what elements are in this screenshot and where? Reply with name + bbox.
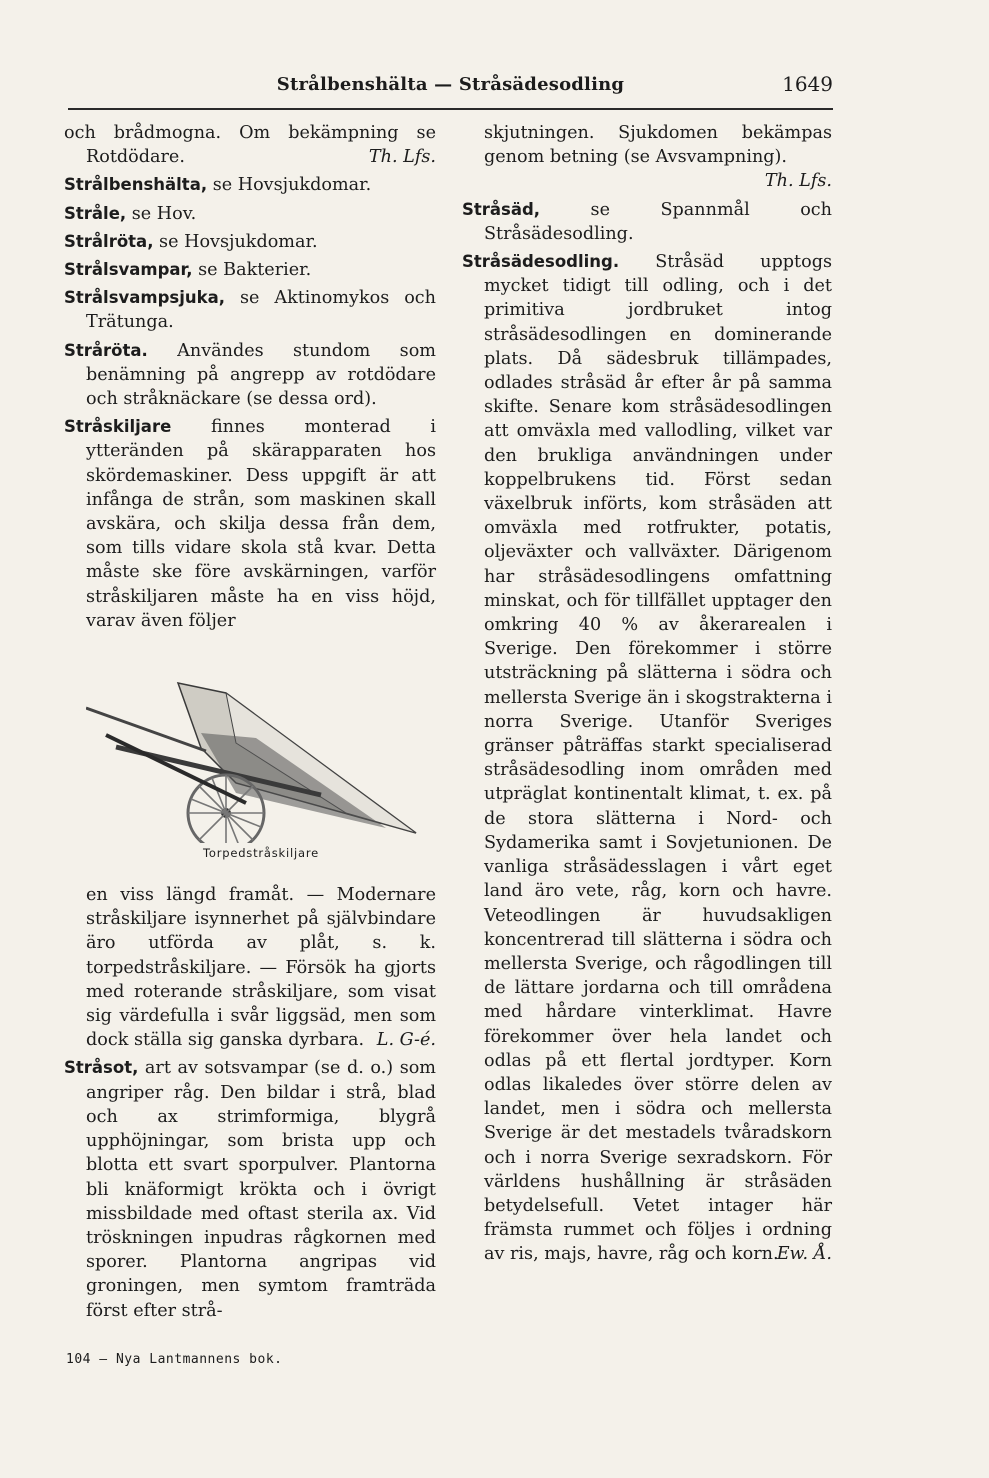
entry-stralrota xyxy=(64,230,436,254)
entry-text: finnes monterad i ytteränden på skärapparaten hos skördemaskiner. Dess uppgift är att infånga de strån, som maskinen skall avskära, och skilja dessa från dem, som tills vidare skola stå kvar. Detta måste ske före avskärningen, varför stråskiljaren måste ha en viss höjd, varav även följer xyxy=(86,417,436,631)
entry-term: Stråsädesodling. xyxy=(462,252,620,272)
straw-divider-illustration xyxy=(86,663,436,843)
right-column xyxy=(462,121,832,1271)
entry-text: Användes stundom som benämning på angrepp av rotdödare och stråknäckare (se dessa ord). xyxy=(86,340,436,410)
entry-text: Stråsäd upptogs mycket tidigt till odling, och i det primitiva jordbruket intog stråsädesodlingen en dominerande plats. Då sädesbruk tillämpades, odlades stråsäd år efter år på samma skifte. Senare kom stråsädesodlingen att omväxla med vallodling, vilket var den brukliga användningen under koppelbrukens tid. Först sedan växelbruk införts, kom stråsäden att omväxla med rotfrukter, potatis, oljeväxter och vallväxter. Därigenom har stråsädesodlingens omfattning minskat, och för tillfället upptager den omkring 40 % av åkerarealen i Sverige. Den förekommer i större utsträckning på slätterna i södra och mellersta Sverige än i skogstrakterna i norra Sverige. Utanför Sveriges gränser påträffas starkt specialiserad stråsädesodling inom områden med utpräglat kontinentalt klimat, t. ex. på de stora slätterna i Nord- och Sydamerika samt i Sovjetunionen. De vanliga stråsädesslagen i vårt eget land äro vete, råg, korn och havre. Veteodlingen är huvudsakligen koncentrerad till slätterna i södra och mellersta Sverige, och rågodlingen till de lättare jordarna och till områdena med hårdare vinterklimat. Havre förekommer över hela landet och odlas på ett flertal jordtyper. Korn odlas likaledes över större delen av landet, men i södra och mellersta Sverige är det mestadels tvåradskorn och i norra Sverige sexradskorn. För världens hushållning är stråsäden betydelsefull. Vetet intager här främsta rummet och följes i ordning av ris, majs, havre, råg och korn. xyxy=(484,252,832,1265)
page-number: 1649 xyxy=(782,72,833,96)
entry-text: art av sotsvampar (se d. o.) som angriper råg. Den bildar i strå, blad och ax strimformiga, blygrå upphöjningar, som brista upp och blotta ett svart sporpulver. Plantorna bli knäformigt krökta och i övrigt missbildade med oftast sterila ax. Vid tröskningen inpudras rågkornen med sporer. Plantorna angripas vid groningen, men symtom framträda först efter strå- xyxy=(86,1058,436,1321)
figure-caption: Torpedstråskiljare xyxy=(202,845,320,860)
entry-continuation xyxy=(64,121,436,169)
entry-term: Stråskiljare xyxy=(64,417,172,437)
entry-stralbenshalta xyxy=(64,173,436,197)
running-title: Strålbenshälta — Stråsädesodling xyxy=(276,74,625,95)
entry-strasot xyxy=(64,1056,436,1322)
entry-strale xyxy=(64,202,436,226)
entry-text: se Hov. xyxy=(126,203,197,224)
entry-text: skjutningen. Sjukdomen bekämpas genom betning (se Avsvampning). xyxy=(484,123,832,168)
entry-text: och brådmogna. Om bekämpning se Rotdödare. xyxy=(64,123,436,168)
entry-straskiljare-continued xyxy=(64,883,436,1052)
entry-stralsvampar xyxy=(64,258,436,282)
entry-term: Strålröta, xyxy=(64,231,154,251)
entry-text: se Hovsjukdomar. xyxy=(153,231,318,252)
entry-term: Stråsäd, xyxy=(462,199,541,219)
entry-strasadesodling xyxy=(462,250,832,1267)
entry-term: Stråle, xyxy=(64,203,127,223)
running-head xyxy=(68,72,833,102)
author-signature: Ew. Å. xyxy=(776,1244,832,1265)
entry-term: Stråsot, xyxy=(64,1058,139,1078)
entry-term: Strålsvampar, xyxy=(64,260,193,280)
entry-text: se Spannmål och Stråsädesodling. xyxy=(484,199,832,244)
entry-text: se Aktinomykos och Trätunga. xyxy=(86,288,436,333)
entry-strarota xyxy=(64,339,436,412)
author-signature: Th. Lfs. xyxy=(368,147,436,168)
printer-signature-line: 104 — Nya Lantmannens bok. xyxy=(66,1352,283,1367)
header-rule xyxy=(68,108,833,110)
entry-text: se Hovsjukdomar. xyxy=(207,175,372,196)
entry-strasot-continued xyxy=(462,121,832,194)
author-signature: L. G-é. xyxy=(376,1030,436,1051)
left-column xyxy=(64,121,436,1327)
entry-straskiljare xyxy=(64,415,436,633)
entry-text: en viss längd framåt. — Modernare stråskiljare isynnerhet på självbindare äro utförda av plåt, s. k. torpedstråskiljare. — Försök ha gjorts med roterande stråskiljare, som visat sig värdefulla i svår liggsäd, men som dock ställa sig ganska dyrbara. xyxy=(86,885,436,1051)
entry-stralsvampsjuka xyxy=(64,286,436,334)
torpedstraskiljare-figure xyxy=(86,663,436,865)
entry-strasad xyxy=(462,198,832,246)
author-signature: Th. Lfs. xyxy=(764,171,832,192)
entry-text: se Bakterier. xyxy=(192,260,312,281)
entry-term: Stråröta. xyxy=(64,340,148,360)
entry-term: Strålsvampsjuka, xyxy=(64,288,226,308)
entry-term: Strålbenshälta, xyxy=(64,175,208,195)
